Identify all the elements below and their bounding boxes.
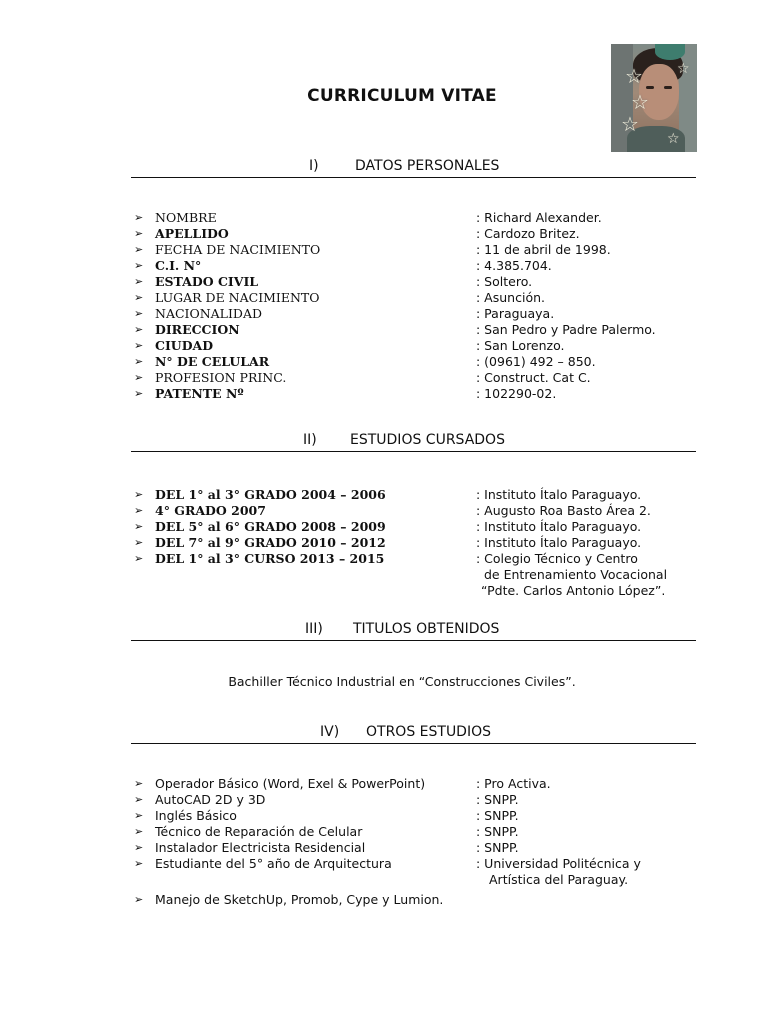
bullet-arrow-icon: ➢ (134, 841, 144, 854)
bullet-arrow-icon: ➢ (134, 825, 144, 838)
item-value: : Asunción. (476, 290, 545, 305)
item-value: : (0961) 492 – 850. (476, 354, 596, 369)
star-icon: ☆ (621, 112, 639, 136)
item-value: : SNPP. (476, 808, 519, 823)
section-title: DATOS PERSONALES (355, 158, 500, 174)
item-label: AutoCAD 2D y 3D (155, 792, 266, 807)
bullet-arrow-icon: ➢ (134, 387, 144, 400)
item-label: Inglés Básico (155, 808, 237, 823)
bullet-arrow-icon: ➢ (134, 488, 144, 501)
item-value: : Instituto Ítalo Paraguayo. (476, 535, 642, 550)
item-value: : Instituto Ítalo Paraguayo. (476, 487, 642, 502)
item-label: C.I. N° (155, 258, 202, 273)
item-value: : Soltero. (476, 274, 533, 289)
section-title: ESTUDIOS CURSADOS (350, 432, 505, 448)
bullet-arrow-icon: ➢ (134, 893, 144, 906)
star-icon: ☆ (631, 90, 649, 114)
item-label: N° DE CELULAR (155, 354, 270, 369)
bullet-arrow-icon: ➢ (134, 307, 144, 320)
item-value: : SNPP. (476, 792, 519, 807)
bullet-arrow-icon: ➢ (134, 339, 144, 352)
document-title: CURRICULUM VITAE (307, 86, 497, 106)
item-value2: de Entrenamiento Vocacional (484, 567, 668, 582)
item-value: : Colegio Técnico y Centro (476, 551, 638, 566)
bullet-arrow-icon: ➢ (134, 227, 144, 240)
titulo-text: Bachiller Técnico Industrial en “Construcciones Civiles”. (228, 674, 576, 689)
profile-photo (611, 44, 697, 152)
section-header-datos-personales (131, 157, 696, 178)
item-value: : Cardozo Britez. (476, 226, 580, 241)
section-number: III) (305, 621, 323, 637)
item-label: Instalador Electricista Residencial (155, 840, 366, 855)
item-value: : 102290-02. (476, 386, 557, 401)
item-label: Estudiante del 5° año de Arquitectura (155, 856, 392, 871)
bullet-arrow-icon: ➢ (134, 809, 144, 822)
item-value: : San Pedro y Padre Palermo. (476, 322, 656, 337)
item-value: : San Lorenzo. (476, 338, 565, 353)
item-label: Técnico de Reparación de Celular (155, 824, 363, 839)
section-number: II) (303, 432, 317, 448)
bullet-arrow-icon: ➢ (134, 504, 144, 517)
item-value: : Pro Activa. (476, 776, 551, 791)
bullet-arrow-icon: ➢ (134, 291, 144, 304)
item-label: DEL 1° al 3° CURSO 2013 – 2015 (155, 551, 385, 566)
bullet-arrow-icon: ➢ (134, 259, 144, 272)
item-value: : 11 de abril de 1998. (476, 242, 611, 257)
item-label: DEL 7° al 9° GRADO 2010 – 2012 (155, 535, 386, 550)
bullet-arrow-icon: ➢ (134, 520, 144, 533)
section-number: I) (309, 158, 319, 174)
item-value2: Artística del Paraguay. (489, 872, 629, 887)
item-value3: “Pdte. Carlos Antonio López”. (481, 583, 666, 598)
item-value: : Construct. Cat C. (476, 370, 591, 385)
item-label: 4° GRADO 2007 (155, 503, 266, 518)
section-header-titulos-obtenidos (131, 620, 696, 641)
item-value: : Augusto Roa Basto Área 2. (476, 503, 651, 518)
section-header-estudios-cursados (131, 431, 696, 452)
item-label: APELLIDO (155, 226, 229, 241)
item-label: DIRECCION (155, 322, 240, 337)
item-label: LUGAR DE NACIMIENTO (155, 290, 320, 305)
item-value: : Universidad Politécnica y (476, 856, 641, 871)
item-label: NACIONALIDAD (155, 306, 262, 321)
bullet-arrow-icon: ➢ (134, 275, 144, 288)
star-icon: ☆ (677, 61, 690, 77)
star-icon: ☆ (667, 131, 680, 147)
bullet-arrow-icon: ➢ (134, 371, 144, 384)
section-title: TITULOS OBTENIDOS (353, 621, 500, 637)
item-label: CIUDAD (155, 338, 214, 353)
item-value: : Richard Alexander. (476, 210, 602, 225)
item-label: DEL 1° al 3° GRADO 2004 – 2006 (155, 487, 386, 502)
item-value: : SNPP. (476, 824, 519, 839)
item-value: : Instituto Ítalo Paraguayo. (476, 519, 642, 534)
bullet-arrow-icon: ➢ (134, 793, 144, 806)
item-label: DEL 5° al 6° GRADO 2008 – 2009 (155, 519, 386, 534)
bullet-arrow-icon: ➢ (134, 777, 144, 790)
item-value: : SNPP. (476, 840, 519, 855)
item-label: NOMBRE (155, 210, 217, 225)
item-label: Manejo de SketchUp, Promob, Cype y Lumion. (155, 892, 444, 907)
section-header-otros-estudios (131, 723, 696, 744)
item-value: : Paraguaya. (476, 306, 555, 321)
item-label: PATENTE Nº (155, 386, 244, 401)
item-label: FECHA DE NACIMIENTO (155, 242, 321, 257)
section-number: IV) (320, 724, 340, 740)
item-label: PROFESION PRINC. (155, 370, 287, 385)
item-label: ESTADO CIVIL (155, 274, 259, 289)
item-value: : 4.385.704. (476, 258, 552, 273)
bullet-arrow-icon: ➢ (134, 536, 144, 549)
bullet-arrow-icon: ➢ (134, 857, 144, 870)
bullet-arrow-icon: ➢ (134, 243, 144, 256)
bullet-arrow-icon: ➢ (134, 355, 144, 368)
section-title: OTROS ESTUDIOS (366, 724, 492, 740)
star-icon: ☆ (625, 64, 643, 88)
bullet-arrow-icon: ➢ (134, 552, 144, 565)
bullet-arrow-icon: ➢ (134, 323, 144, 336)
bullet-arrow-icon: ➢ (134, 211, 144, 224)
item-label: Operador Básico (Word, Exel & PowerPoint) (155, 776, 426, 791)
